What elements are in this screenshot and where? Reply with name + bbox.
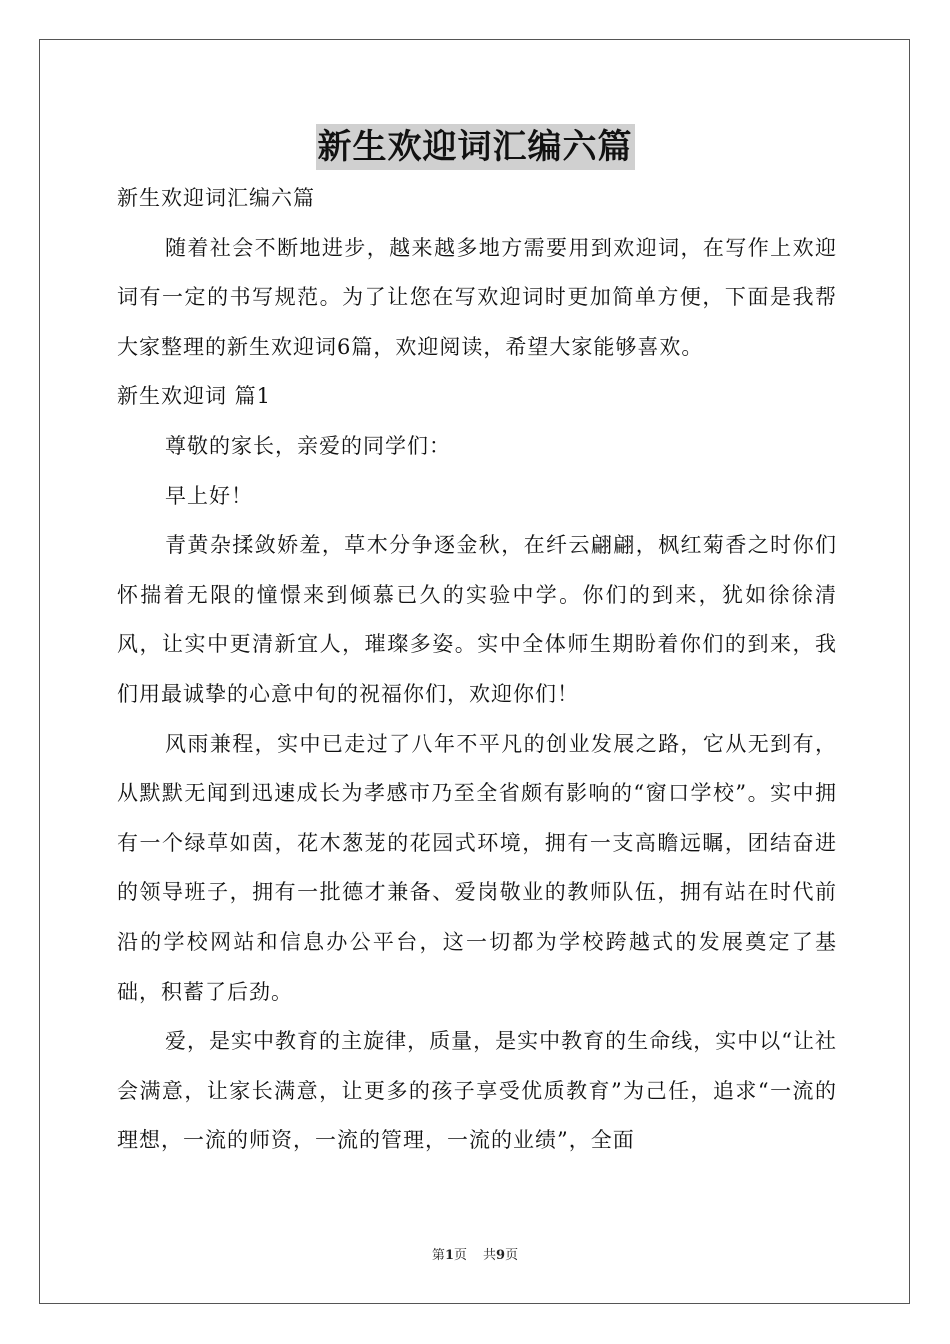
- salutation-paragraph: 尊敬的家长，亲爱的同学们：: [165, 433, 451, 458]
- body-paragraph: 风雨兼程，实中已走过了八年不平凡的创业发展之路，它从无到有，从默默无闻到迅速成长为孝感市乃至全省颇有影响的“窗口学校”。实中拥有一个绿草如茵，花木葱茏的花园式环境，拥有一支高瞻远瞩，团结奋进的领导班子，拥有一批德才兼备、爱岗敬业的教师队伍，拥有站在时代前沿的学校网站和信息办公平台，这一切都为学校跨越式的发展奠定了基础，积蓄了后劲。: [117, 731, 837, 1004]
- greeting-paragraph: 早上好！: [165, 483, 253, 508]
- document-body: [117, 174, 837, 1166]
- body-paragraph: 青黄杂揉敛娇羞，草木分争逐金秋，在纤云翩翩，枫红菊香之时你们怀揣着无限的憧憬来到倾慕已久的实验中学。你们的到来，犹如徐徐清风，让实中更清新宜人，璀璨多姿。实中全体师生期盼着你们的到来，我们用最诚挚的心意中旬的祝福你们，欢迎你们！: [117, 533, 837, 706]
- intro-paragraph: 随着社会不断地进步，越来越多地方需要用到欢迎词，在写作上欢迎词有一定的书写规范。为了让您在写欢迎词时更加简单方便，下面是我帮大家整理的新生欢迎词6篇，欢迎阅读，希望大家能够喜欢。: [117, 235, 837, 359]
- document-title: 新生欢迎词汇编六篇: [316, 124, 635, 170]
- page-number: 1: [444, 1248, 454, 1263]
- page-suffix: 页: [453, 1248, 467, 1263]
- subtitle-line: 新生欢迎词汇编六篇: [117, 186, 315, 210]
- page-footer: [0, 1247, 950, 1265]
- total-pages: 9: [496, 1248, 506, 1263]
- total-prefix: 共: [483, 1248, 497, 1263]
- body-paragraph: 爱，是实中教育的主旋律，质量，是实中教育的生命线，实中以“让社会满意，让家长满意，让更多的孩子享受优质教育”为己任，追求“一流的理想，一流的师资，一流的管理，一流的业绩”，全面: [117, 1029, 837, 1153]
- section-heading: 新生欢迎词 篇1: [117, 384, 272, 409]
- page-prefix: 第: [431, 1248, 445, 1263]
- total-suffix: 页: [505, 1248, 519, 1263]
- title-container: [0, 124, 950, 170]
